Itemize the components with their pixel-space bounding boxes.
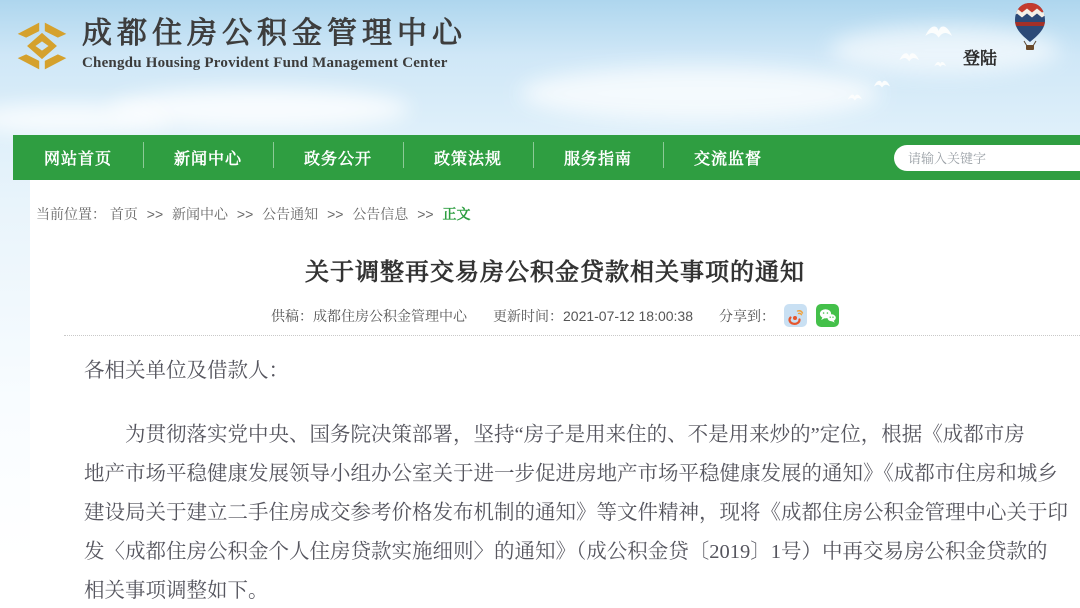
body-line: 发〈成都住房公积金个人住房贷款实施细则〉的通知》（成公积金贷〔2019〕1号）中再交易房公积金贷款的 bbox=[84, 541, 1048, 563]
wechat-share-icon[interactable] bbox=[816, 304, 839, 327]
login-link[interactable]: 登陆 bbox=[963, 49, 997, 68]
updated-label: 更新时间： bbox=[493, 307, 563, 324]
breadcrumb-notice[interactable]: 公告通知 bbox=[262, 206, 319, 222]
search-box bbox=[894, 145, 1080, 171]
article-title: 关于调整再交易房公积金贷款相关事项的通知 bbox=[305, 259, 805, 286]
updated-value: 2021-07-12 18:00:38 bbox=[563, 307, 693, 324]
dove-icon bbox=[933, 60, 946, 68]
body-line: 各相关单位及借款人： bbox=[84, 360, 289, 382]
share-label: 分享到： bbox=[719, 307, 775, 324]
breadcrumb-current: 正文 bbox=[442, 206, 471, 222]
breadcrumb-label: 当前位置： bbox=[36, 206, 106, 222]
nav-item-policies[interactable]: 政策法规 bbox=[403, 146, 533, 169]
article-body bbox=[84, 352, 1070, 608]
breadcrumb-home[interactable]: 首页 bbox=[109, 206, 138, 222]
hot-air-balloon-icon bbox=[1012, 2, 1048, 50]
site-logo-icon bbox=[14, 18, 70, 74]
meta-divider bbox=[64, 335, 1080, 336]
nav-item-supervision[interactable]: 交流监督 bbox=[663, 146, 793, 169]
article-meta bbox=[30, 304, 1080, 327]
search-input[interactable] bbox=[894, 145, 1080, 171]
breadcrumb-separator: >> bbox=[146, 206, 164, 222]
weibo-share-icon[interactable] bbox=[784, 304, 807, 327]
site-title-cn: 成都住房公积金管理中心 bbox=[82, 17, 467, 50]
site-brand bbox=[82, 16, 467, 72]
breadcrumb-separator: >> bbox=[327, 206, 344, 222]
source-label: 供稿： bbox=[271, 307, 313, 324]
nav-item-home[interactable]: 网站首页 bbox=[43, 151, 112, 168]
dove-icon bbox=[872, 78, 890, 89]
site-title-en: Chengdu Housing Provident Fund Management Center bbox=[82, 55, 448, 71]
cloud-decoration bbox=[0, 104, 170, 134]
nav-item-news[interactable]: 新闻中心 bbox=[143, 146, 273, 169]
nav-item-service-guide[interactable]: 服务指南 bbox=[533, 146, 663, 169]
breadcrumb-separator: >> bbox=[417, 206, 434, 222]
body-line: 相关事项调整如下。 bbox=[84, 580, 269, 602]
main-nav bbox=[13, 135, 1080, 180]
nav-item-gov-affairs[interactable]: 政务公开 bbox=[273, 146, 403, 169]
dove-icon bbox=[846, 92, 862, 102]
body-line: 建设局关于建立二手住房成交参考价格发布机制的通知》等文件精神，现将《成都住房公积金管理中心关于印 bbox=[84, 502, 1068, 524]
breadcrumb-news-center[interactable]: 新闻中心 bbox=[172, 206, 229, 222]
body-line: 地产市场平稳健康发展领导小组办公室关于进一步促进房地产市场平稳健康发展的通知》《成都市住房和城乡 bbox=[84, 463, 1058, 485]
body-line: 为贯彻落实党中央、国务院决策部署，坚持“房子是用来住的、不是用来炒的”定位，根据《成都市房 bbox=[84, 424, 1025, 446]
breadcrumb-notice-info[interactable]: 公告信息 bbox=[352, 206, 409, 222]
breadcrumb-separator: >> bbox=[236, 206, 254, 222]
content-panel bbox=[30, 180, 1080, 608]
site-header bbox=[0, 0, 1080, 135]
source-value: 成都住房公积金管理中心 bbox=[313, 307, 467, 324]
cloud-decoration bbox=[520, 66, 880, 121]
dove-icon bbox=[922, 22, 952, 40]
breadcrumb bbox=[30, 180, 1080, 224]
dove-icon bbox=[897, 50, 919, 63]
